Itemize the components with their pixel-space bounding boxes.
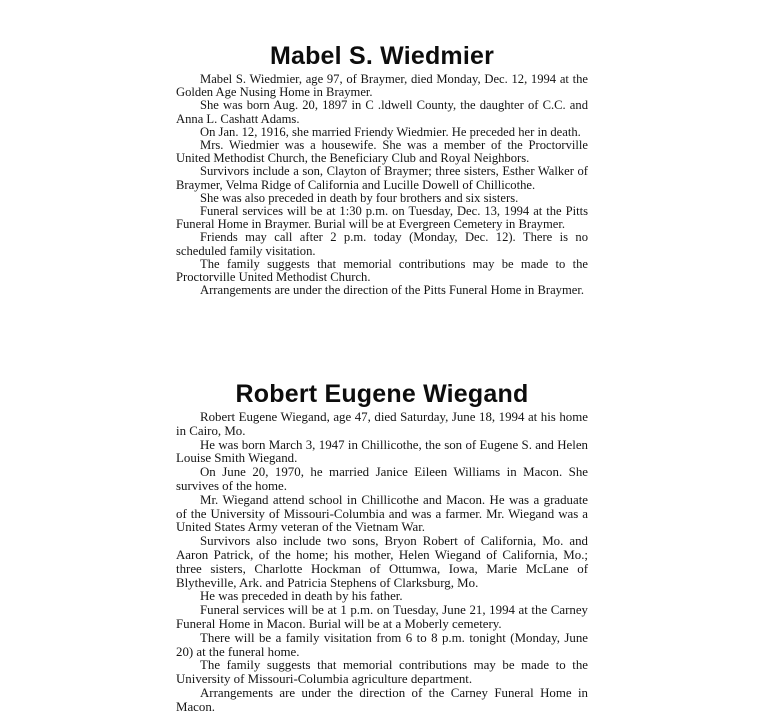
obituary-paragraph: She was also preceded in death by four brothers and six sisters. [200, 190, 519, 205]
obituary-paragraph: Friends may call after 2 p.m. today (Monday, Dec. 12). There is no scheduled family visitation. [176, 230, 588, 258]
obituary-paragraph: Survivors also include two sons, Bryon Robert of California, Mo. and Aaron Patrick, of the home; his mother, Helen Wiegand of California, Mo.; three sisters, Charlotte Hockman of Ottumwa, Iowa, Marie McLane of Blytheville, Ark. and Patricia Stephens of Clarksburg, Mo. [176, 534, 588, 590]
obituary-paragraph: Arrangements are under the direction of the Pitts Funeral Home in Braymer. [200, 283, 584, 298]
obituary-paragraph: The family suggests that memorial contributions may be made to the University of Missouri-Columbia agriculture department. [176, 658, 588, 687]
obituary-paragraph: Mr. Wiegand attend school in Chillicothe and Macon. He was a graduate of the University of Missouri-Columbia and was a farmer. Mr. Wiegand was a United States Army veteran of the Vietnam War. [176, 492, 588, 535]
obituary-paragraph: He was preceded in death by his father. [200, 589, 403, 604]
obituary-mabel-wiedmier [176, 42, 588, 297]
obituary-paragraph: On Jan. 12, 1916, she married Friendy Wiedmier. He preceded her in death. [200, 124, 581, 139]
obituary-paragraph: On June 20, 1970, he married Janice Eileen Williams in Macon. She survives of the home. [176, 465, 588, 493]
obituary-name: Mabel S. Wiedmier [269, 42, 495, 70]
obituary-name: Robert Eugene Wiegand [235, 380, 529, 408]
obituary-paragraph: Mrs. Wiedmier was a housewife. She was a member of the Proctorville United Methodist Church, the Beneficiary Club and Royal Neighbors. [176, 138, 588, 166]
obituary-robert-wiegand [176, 380, 588, 715]
obituary-paragraph: Mabel S. Wiedmier, age 97, of Braymer, died Monday, Dec. 12, 1994 at the Golden Age Nusing Home in Braymer. [176, 72, 588, 100]
obituary-paragraph: She was born Aug. 20, 1897 in C .ldwell County, the daughter of C.C. and Anna L. Cashatt Adams. [176, 98, 588, 126]
obituary-paragraph: Robert Eugene Wiegand, age 47, died Saturday, June 18, 1994 at his home in Cairo, Mo. [176, 410, 588, 438]
obituary-paragraph: Funeral services will be at 1:30 p.m. on Tuesday, Dec. 13, 1994 at the Pitts Funeral Home in Braymer. Burial will be at Evergreen Cemetery in Braymer. [176, 204, 588, 232]
obituary-paragraph: The family suggests that memorial contributions may be made to the Proctorville United Methodist Church. [176, 256, 588, 285]
obituary-paragraph: Arrangements are under the direction of the Carney Funeral Home in Macon. [176, 685, 588, 714]
obituary-paragraph: Funeral services will be at 1 p.m. on Tuesday, June 21, 1994 at the Carney Funeral Home in Macon. Burial will be at a Moberly cemetery. [176, 603, 588, 631]
obituary-paragraph: Survivors include a son, Clayton of Braymer; three sisters, Esther Walker of Braymer, Velma Ridge of California and Lucille Dowell of Chillicothe. [176, 164, 588, 192]
obituary-paragraph: There will be a family visitation from 6 to 8 p.m. tonight (Monday, June 20) at the funeral home. [176, 630, 588, 659]
obituary-paragraph: He was born March 3, 1947 in Chillicothe, the son of Eugene S. and Helen Louise Smith Wiegand. [176, 437, 588, 466]
